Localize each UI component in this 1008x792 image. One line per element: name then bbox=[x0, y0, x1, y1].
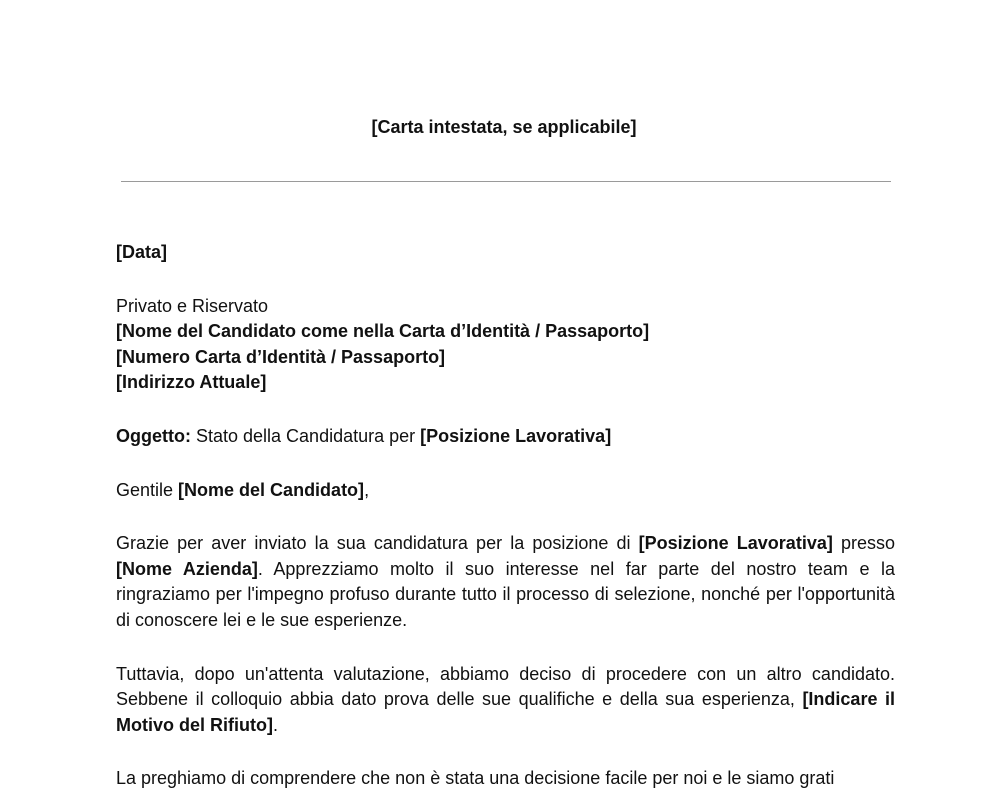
paragraph-thanks-text-2: presso bbox=[832, 533, 895, 554]
greeting-name: [Nome del Candidato] bbox=[178, 479, 365, 500]
paragraph-decision bbox=[116, 662, 895, 739]
greeting-prefix: Gentile bbox=[116, 479, 179, 500]
spacer bbox=[116, 738, 895, 766]
greeting bbox=[116, 478, 895, 504]
greeting-suffix: , bbox=[364, 479, 370, 500]
subject-label: Oggetto: bbox=[116, 425, 191, 446]
paragraph-thanks-company: [Nome Azienda] bbox=[116, 558, 258, 579]
recipient-block bbox=[116, 294, 895, 396]
paragraph-decision-reason: [Indicare il Motivo del Rifiuto] bbox=[116, 689, 895, 735]
paragraph-thanks-position: [Posizione Lavorativa] bbox=[638, 533, 833, 554]
paragraph-understanding: La preghiamo di comprendere che non è stata una decisione facile per noi e le siamo grati bbox=[116, 768, 835, 789]
letterhead-placeholder: [Carta intestata, se applicabile] bbox=[371, 117, 637, 137]
spacer bbox=[116, 450, 895, 478]
paragraph-thanks-text-1: Grazie per aver inviato la sua candidatura per la posizione di bbox=[116, 533, 639, 554]
letter-body bbox=[116, 240, 895, 792]
subject-text: Stato della Candidatura per bbox=[190, 425, 421, 446]
spacer bbox=[116, 634, 895, 662]
paragraph-decision-text-2: . bbox=[272, 714, 278, 735]
confidential-label: Privato e Riservato bbox=[116, 295, 269, 316]
date-placeholder: [Data] bbox=[116, 242, 168, 262]
recipient-address: [Indirizzo Attuale] bbox=[116, 372, 267, 393]
paragraph-decision-text-1: Tuttavia, dopo un'attenta valutazione, abbiamo deciso di procedere con un altro candidato. Sebbene il colloquio abbia dato prova delle sue qualifiche e della sua esperienza, bbox=[116, 663, 895, 710]
spacer bbox=[116, 396, 895, 424]
paragraph-thanks-text-3: . Apprezziamo molto il suo interesse nel far parte del nostro team e la ringraziamo per l'impegno profuso durante tutto il processo di selezione, nonché per l'opportunità di conoscere lei e le sue esperienze. bbox=[116, 558, 896, 630]
subject-position: [Posizione Lavorativa] bbox=[420, 425, 612, 446]
recipient-name: [Nome del Candidato come nella Carta d’Identità / Passaporto] bbox=[116, 321, 650, 342]
spacer bbox=[116, 266, 895, 294]
recipient-id-number: [Numero Carta d’Identità / Passaporto] bbox=[116, 346, 446, 367]
paragraph-thanks bbox=[116, 531, 895, 633]
spacer bbox=[116, 503, 895, 531]
subject-line bbox=[116, 424, 895, 450]
header-divider bbox=[121, 181, 891, 182]
